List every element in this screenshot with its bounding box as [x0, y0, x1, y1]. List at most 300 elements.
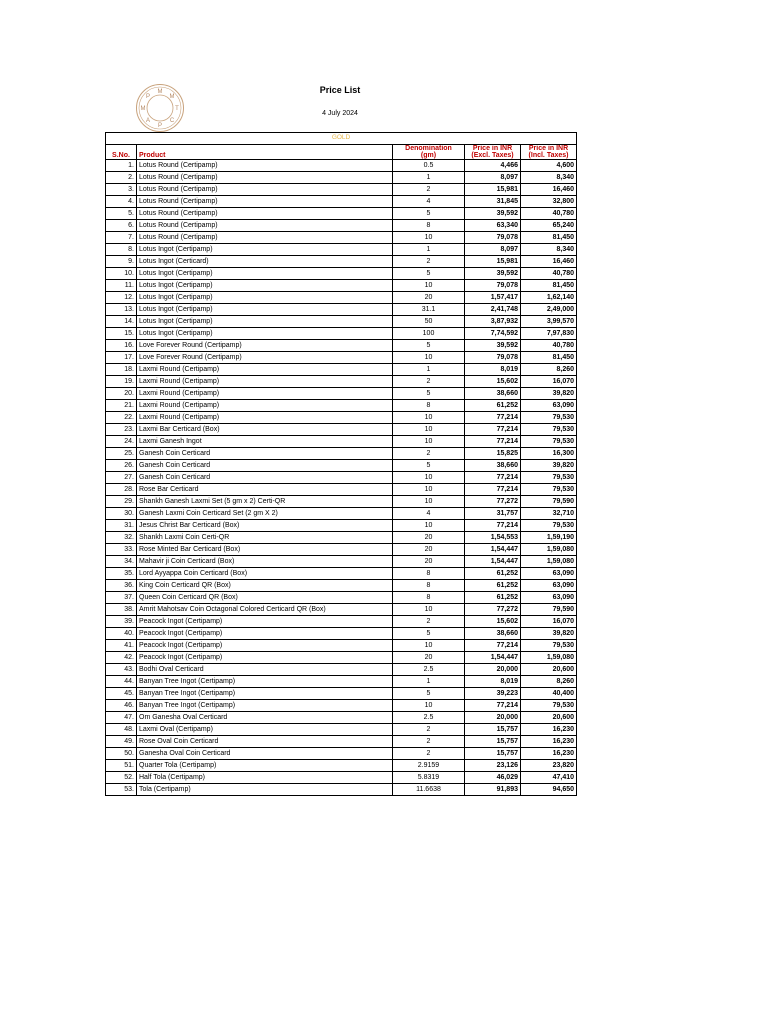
row-price-excl: 15,602: [465, 376, 521, 388]
row-sno: 15.: [106, 328, 137, 340]
row-sno: 31.: [106, 520, 137, 532]
row-price-incl: 16,070: [521, 376, 577, 388]
row-price-excl: 1,54,447: [465, 556, 521, 568]
row-denomination: 8: [393, 592, 465, 604]
row-price-excl: 8,019: [465, 364, 521, 376]
table-row: [106, 328, 577, 340]
row-sno: 9.: [106, 256, 137, 268]
row-price-excl: 77,214: [465, 424, 521, 436]
row-denomination: 10: [393, 280, 465, 292]
logo-letter: M: [140, 106, 146, 112]
row-product: Laxmi Round (Certipamp): [137, 376, 393, 388]
row-denomination: 10: [393, 520, 465, 532]
row-price-incl: 39,820: [521, 460, 577, 472]
row-price-incl: 79,530: [521, 412, 577, 424]
row-sno: 12.: [106, 292, 137, 304]
row-denomination: 10: [393, 232, 465, 244]
row-price-excl: 61,252: [465, 580, 521, 592]
row-sno: 42.: [106, 652, 137, 664]
logo-letter: P: [145, 93, 150, 100]
row-sno: 48.: [106, 724, 137, 736]
table-row: [106, 688, 577, 700]
row-product: Banyan Tree Ingot (Certipamp): [137, 700, 393, 712]
row-price-incl: 79,590: [521, 604, 577, 616]
table-row: [106, 220, 577, 232]
table-row: [106, 640, 577, 652]
row-sno: 23.: [106, 424, 137, 436]
table-row: [106, 484, 577, 496]
row-product: Lotus Round (Certipamp): [137, 232, 393, 244]
row-denomination: 2.9159: [393, 760, 465, 772]
row-denomination: 5: [393, 388, 465, 400]
row-price-excl: 23,126: [465, 760, 521, 772]
row-product: Laxmi Oval (Certipamp): [137, 724, 393, 736]
row-product: Lotus Ingot (Certicard): [137, 256, 393, 268]
row-price-incl: 1,59,080: [521, 544, 577, 556]
row-denomination: 1: [393, 172, 465, 184]
logo-letter: M: [169, 93, 175, 100]
table-row: [106, 592, 577, 604]
row-sno: 32.: [106, 532, 137, 544]
table-row: [106, 340, 577, 352]
row-price-excl: 20,000: [465, 712, 521, 724]
row-price-excl: 15,981: [465, 184, 521, 196]
row-price-incl: 32,710: [521, 508, 577, 520]
row-price-excl: 61,252: [465, 592, 521, 604]
row-price-incl: 63,090: [521, 568, 577, 580]
row-product: Shankh Laxmi Coin Certi-QR: [137, 532, 393, 544]
table-row: [106, 544, 577, 556]
table-row: [106, 676, 577, 688]
row-product: Rose Oval Coin Certicard: [137, 736, 393, 748]
row-price-incl: 8,340: [521, 244, 577, 256]
category-label: GOLD: [106, 133, 577, 145]
table-row: [106, 352, 577, 364]
row-denomination: 2: [393, 184, 465, 196]
row-price-incl: 3,99,570: [521, 316, 577, 328]
row-product: Laxmi Ganesh Ingot: [137, 436, 393, 448]
row-product: Shankh Ganesh Laxmi Set (5 gm x 2) Certi-QR: [137, 496, 393, 508]
row-price-incl: 63,090: [521, 592, 577, 604]
row-sno: 47.: [106, 712, 137, 724]
row-denomination: 20: [393, 292, 465, 304]
row-price-incl: 23,820: [521, 760, 577, 772]
row-sno: 34.: [106, 556, 137, 568]
row-price-incl: 79,530: [521, 472, 577, 484]
row-price-incl: 65,240: [521, 220, 577, 232]
row-price-incl: 47,410: [521, 772, 577, 784]
row-denomination: 5: [393, 688, 465, 700]
table-row: [106, 496, 577, 508]
table-row: [106, 304, 577, 316]
row-sno: 1.: [106, 160, 137, 172]
row-product: Quarter Tola (Certipamp): [137, 760, 393, 772]
row-price-excl: 2,41,748: [465, 304, 521, 316]
row-price-incl: 2,49,000: [521, 304, 577, 316]
row-price-excl: 63,340: [465, 220, 521, 232]
page-title: Price List: [319, 85, 361, 95]
row-price-excl: 61,252: [465, 400, 521, 412]
mmtc-pamp-logo: [135, 83, 185, 133]
row-price-incl: 79,530: [521, 700, 577, 712]
row-sno: 30.: [106, 508, 137, 520]
row-product: Half Tola (Certipamp): [137, 772, 393, 784]
row-price-excl: 38,660: [465, 628, 521, 640]
row-sno: 44.: [106, 676, 137, 688]
row-price-incl: 79,530: [521, 436, 577, 448]
row-product: Lotus Round (Certipamp): [137, 196, 393, 208]
row-product: Queen Coin Certicard QR (Box): [137, 592, 393, 604]
row-price-excl: 31,845: [465, 196, 521, 208]
row-price-excl: 20,000: [465, 664, 521, 676]
table-row: [106, 700, 577, 712]
row-denomination: 1: [393, 676, 465, 688]
table-row: [106, 568, 577, 580]
row-denomination: 20: [393, 532, 465, 544]
row-denomination: 100: [393, 328, 465, 340]
table-row: [106, 724, 577, 736]
table-row: [106, 316, 577, 328]
price-rows: [106, 160, 577, 796]
row-denomination: 8: [393, 220, 465, 232]
row-product: Jesus Christ Bar Certicard (Box): [137, 520, 393, 532]
row-product: Lord Ayyappa Coin Certicard (Box): [137, 568, 393, 580]
row-price-excl: 4,466: [465, 160, 521, 172]
row-sno: 39.: [106, 616, 137, 628]
table-row: [106, 208, 577, 220]
row-sno: 51.: [106, 760, 137, 772]
table-row: [106, 184, 577, 196]
row-sno: 25.: [106, 448, 137, 460]
row-denomination: 20: [393, 652, 465, 664]
row-sno: 17.: [106, 352, 137, 364]
row-price-excl: 39,592: [465, 268, 521, 280]
row-denomination: 5.8319: [393, 772, 465, 784]
col-price-excl-l2: (Excl. Taxes): [471, 152, 514, 159]
row-sno: 33.: [106, 544, 137, 556]
logo-letter: C: [169, 118, 175, 125]
logo-letter: M: [157, 89, 163, 95]
row-price-incl: 39,820: [521, 628, 577, 640]
table-row: [106, 424, 577, 436]
row-sno: 19.: [106, 376, 137, 388]
table-row: [106, 772, 577, 784]
col-price-incl-l1: Price in INR: [528, 145, 569, 152]
row-price-excl: 7,74,592: [465, 328, 521, 340]
row-sno: 46.: [106, 700, 137, 712]
table-row: [106, 712, 577, 724]
row-price-incl: 8,260: [521, 676, 577, 688]
row-denomination: 5: [393, 340, 465, 352]
row-sno: 26.: [106, 460, 137, 472]
row-denomination: 10: [393, 352, 465, 364]
row-denomination: 10: [393, 496, 465, 508]
table-row: [106, 244, 577, 256]
col-denomination-l2: (gm): [420, 152, 437, 159]
row-product: Ganesh Coin Certicard: [137, 460, 393, 472]
row-sno: 16.: [106, 340, 137, 352]
row-price-incl: 94,650: [521, 784, 577, 796]
col-price-incl-l2: (Incl. Taxes): [528, 152, 569, 159]
row-sno: 52.: [106, 772, 137, 784]
row-product: Banyan Tree Ingot (Certipamp): [137, 688, 393, 700]
table-row: [106, 256, 577, 268]
row-product: Lotus Round (Certipamp): [137, 184, 393, 196]
row-price-incl: 40,780: [521, 268, 577, 280]
row-sno: 13.: [106, 304, 137, 316]
row-price-excl: 39,592: [465, 340, 521, 352]
row-price-excl: 8,097: [465, 172, 521, 184]
table-row: [106, 520, 577, 532]
row-sno: 49.: [106, 736, 137, 748]
table-row: [106, 652, 577, 664]
row-sno: 6.: [106, 220, 137, 232]
row-sno: 21.: [106, 400, 137, 412]
row-sno: 53.: [106, 784, 137, 796]
row-product: Laxmi Round (Certipamp): [137, 412, 393, 424]
row-price-incl: 39,820: [521, 388, 577, 400]
row-denomination: 1: [393, 364, 465, 376]
row-sno: 22.: [106, 412, 137, 424]
row-price-excl: 77,214: [465, 436, 521, 448]
row-price-incl: 1,62,140: [521, 292, 577, 304]
row-price-incl: 16,460: [521, 184, 577, 196]
table-row: [106, 160, 577, 172]
row-price-incl: 79,530: [521, 640, 577, 652]
row-price-incl: 1,59,190: [521, 532, 577, 544]
row-product: Amrit Mahotsav Coin Octagonal Colored Certicard QR (Box): [137, 604, 393, 616]
table-row: [106, 388, 577, 400]
row-denomination: 1: [393, 244, 465, 256]
row-price-excl: 15,981: [465, 256, 521, 268]
row-product: Lotus Round (Certipamp): [137, 208, 393, 220]
row-product: Lotus Ingot (Certipamp): [137, 328, 393, 340]
col-price-incl: [521, 145, 577, 160]
row-denomination: 10: [393, 484, 465, 496]
row-denomination: 20: [393, 556, 465, 568]
row-sno: 3.: [106, 184, 137, 196]
row-price-incl: 40,780: [521, 208, 577, 220]
row-product: King Coin Certicard QR (Box): [137, 580, 393, 592]
row-price-excl: 91,893: [465, 784, 521, 796]
row-product: Tola (Certipamp): [137, 784, 393, 796]
row-sno: 10.: [106, 268, 137, 280]
logo-letter: T: [175, 106, 179, 112]
row-sno: 29.: [106, 496, 137, 508]
table-row: [106, 268, 577, 280]
row-sno: 37.: [106, 592, 137, 604]
row-price-excl: 46,029: [465, 772, 521, 784]
table-row: [106, 412, 577, 424]
header-row: [106, 145, 577, 160]
row-sno: 38.: [106, 604, 137, 616]
row-product: Ganesha Oval Coin Certicard: [137, 748, 393, 760]
row-price-excl: 39,223: [465, 688, 521, 700]
row-denomination: 50: [393, 316, 465, 328]
row-sno: 28.: [106, 484, 137, 496]
row-price-excl: 77,214: [465, 640, 521, 652]
row-price-excl: 1,54,447: [465, 544, 521, 556]
table-row: [106, 664, 577, 676]
table-row: [106, 196, 577, 208]
row-sno: 35.: [106, 568, 137, 580]
row-denomination: 8: [393, 400, 465, 412]
row-price-excl: 1,57,417: [465, 292, 521, 304]
row-price-incl: 81,450: [521, 232, 577, 244]
row-denomination: 5: [393, 268, 465, 280]
row-sno: 7.: [106, 232, 137, 244]
row-sno: 14.: [106, 316, 137, 328]
row-denomination: 2: [393, 748, 465, 760]
col-denomination-l1: Denomination: [405, 145, 452, 152]
row-product: Rose Minted Bar Certicard (Box): [137, 544, 393, 556]
row-denomination: 10: [393, 424, 465, 436]
table-row: [106, 508, 577, 520]
row-price-excl: 15,757: [465, 724, 521, 736]
row-price-excl: 15,602: [465, 616, 521, 628]
row-denomination: 5: [393, 208, 465, 220]
table-row: [106, 616, 577, 628]
row-price-incl: 20,600: [521, 712, 577, 724]
table-row: [106, 748, 577, 760]
table-row: [106, 280, 577, 292]
row-price-excl: 39,592: [465, 208, 521, 220]
row-price-excl: 77,214: [465, 472, 521, 484]
row-price-incl: 16,460: [521, 256, 577, 268]
table-row: [106, 460, 577, 472]
row-price-excl: 3,87,932: [465, 316, 521, 328]
row-price-excl: 79,078: [465, 232, 521, 244]
row-product: Love Forever Round (Certipamp): [137, 340, 393, 352]
row-product: Peacock Ingot (Certipamp): [137, 616, 393, 628]
row-product: Lotus Ingot (Certipamp): [137, 304, 393, 316]
row-denomination: 2: [393, 736, 465, 748]
row-price-incl: 20,600: [521, 664, 577, 676]
table-row: [106, 436, 577, 448]
price-list-table: [105, 132, 577, 796]
row-denomination: 4: [393, 196, 465, 208]
row-sno: 27.: [106, 472, 137, 484]
row-denomination: 2: [393, 256, 465, 268]
row-price-incl: 7,97,830: [521, 328, 577, 340]
row-product: Peacock Ingot (Certipamp): [137, 628, 393, 640]
row-price-excl: 79,078: [465, 280, 521, 292]
row-price-incl: 63,090: [521, 580, 577, 592]
row-product: Ganesh Coin Certicard: [137, 448, 393, 460]
row-sno: 20.: [106, 388, 137, 400]
row-denomination: 20: [393, 544, 465, 556]
row-sno: 18.: [106, 364, 137, 376]
row-product: Banyan Tree Ingot (Certipamp): [137, 676, 393, 688]
row-product: Ganesh Laxmi Coin Certicard Set (2 gm X 2): [137, 508, 393, 520]
row-price-excl: 61,252: [465, 568, 521, 580]
row-denomination: 2: [393, 376, 465, 388]
row-denomination: 11.6638: [393, 784, 465, 796]
row-price-incl: 16,230: [521, 736, 577, 748]
row-price-excl: 1,54,553: [465, 532, 521, 544]
row-sno: 41.: [106, 640, 137, 652]
row-product: Lotus Round (Certipamp): [137, 172, 393, 184]
row-price-excl: 77,272: [465, 604, 521, 616]
row-price-excl: 77,214: [465, 484, 521, 496]
row-denomination: 2: [393, 448, 465, 460]
col-product: Product: [137, 145, 393, 160]
row-denomination: 2.5: [393, 664, 465, 676]
row-product: Lotus Round (Certipamp): [137, 220, 393, 232]
table-row: [106, 760, 577, 772]
row-price-excl: 15,757: [465, 736, 521, 748]
table-row: [106, 532, 577, 544]
table-row: [106, 556, 577, 568]
row-denomination: 8: [393, 580, 465, 592]
row-product: Laxmi Round (Certipamp): [137, 364, 393, 376]
row-product: Lotus Ingot (Certipamp): [137, 316, 393, 328]
row-product: Ganesh Coin Certicard: [137, 472, 393, 484]
table-row: [106, 736, 577, 748]
row-price-incl: 63,090: [521, 400, 577, 412]
table-row: [106, 172, 577, 184]
table-row: [106, 400, 577, 412]
row-product: Mahavir ji Coin Certicard (Box): [137, 556, 393, 568]
row-sno: 2.: [106, 172, 137, 184]
row-price-incl: 79,530: [521, 484, 577, 496]
row-product: Bodhi Oval Certicard: [137, 664, 393, 676]
row-sno: 43.: [106, 664, 137, 676]
row-sno: 24.: [106, 436, 137, 448]
row-sno: 11.: [106, 280, 137, 292]
row-denomination: 31.1: [393, 304, 465, 316]
row-product: Laxmi Bar Certicard (Box): [137, 424, 393, 436]
row-product: Lotus Ingot (Certipamp): [137, 292, 393, 304]
row-price-incl: 16,300: [521, 448, 577, 460]
row-price-incl: 1,59,080: [521, 556, 577, 568]
row-price-incl: 8,260: [521, 364, 577, 376]
table-row: [106, 376, 577, 388]
row-denomination: 5: [393, 628, 465, 640]
row-product: Love Forever Round (Certipamp): [137, 352, 393, 364]
table-row: [106, 232, 577, 244]
row-denomination: 8: [393, 568, 465, 580]
row-product: Laxmi Round (Certipamp): [137, 388, 393, 400]
row-price-excl: 77,272: [465, 496, 521, 508]
row-price-incl: 81,450: [521, 352, 577, 364]
table-row: [106, 364, 577, 376]
row-price-excl: 77,214: [465, 520, 521, 532]
row-price-incl: 81,450: [521, 280, 577, 292]
row-price-excl: 79,078: [465, 352, 521, 364]
row-product: Lotus Ingot (Certipamp): [137, 280, 393, 292]
table-row: [106, 580, 577, 592]
table-row: [106, 448, 577, 460]
row-product: Lotus Round (Certipamp): [137, 160, 393, 172]
row-product: Lotus Ingot (Certipamp): [137, 268, 393, 280]
row-product: Peacock Ingot (Certipamp): [137, 652, 393, 664]
row-product: Lotus Ingot (Certipamp): [137, 244, 393, 256]
row-sno: 8.: [106, 244, 137, 256]
col-denomination: [393, 145, 465, 160]
table-row: [106, 292, 577, 304]
row-price-incl: 16,230: [521, 748, 577, 760]
row-price-excl: 77,214: [465, 700, 521, 712]
col-price-excl: [465, 145, 521, 160]
category-row: [106, 133, 577, 145]
row-price-incl: 4,600: [521, 160, 577, 172]
row-price-incl: 1,59,080: [521, 652, 577, 664]
table-row: [106, 628, 577, 640]
row-price-excl: 31,757: [465, 508, 521, 520]
row-price-excl: 15,825: [465, 448, 521, 460]
row-sno: 36.: [106, 580, 137, 592]
